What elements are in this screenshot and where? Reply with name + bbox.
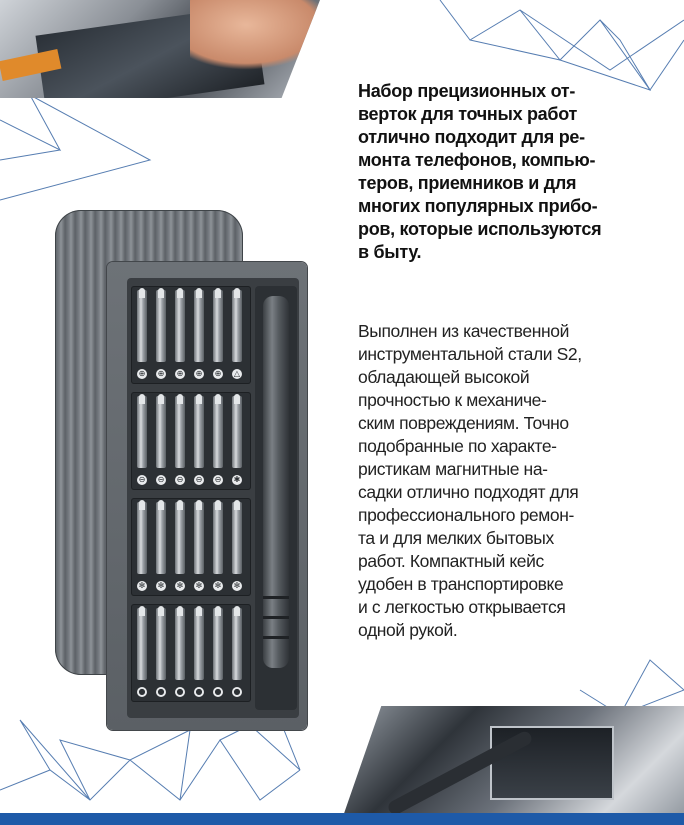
bit-type-icon: ✱ <box>233 475 241 484</box>
heading-line: Набор прецизионных от- <box>358 81 576 101</box>
screwdriver-bit <box>213 290 223 362</box>
bit-type-icon: ⊖ <box>195 475 203 484</box>
body-line: Выполнен из качественной <box>358 321 569 341</box>
screwdriver-bit <box>175 502 185 574</box>
screwdriver-bit <box>156 290 166 362</box>
body-line: ским повреждениям. Точно <box>358 413 569 433</box>
body-line: одной рукой. <box>358 620 458 640</box>
screwdriver-bit <box>156 608 166 680</box>
heading-line: монта телефонов, компью- <box>358 150 596 170</box>
repair-photo-bottom <box>340 706 684 825</box>
bit-type-icon: ● <box>138 687 146 696</box>
heading-line: многих популярных прибо- <box>358 196 598 216</box>
screwdriver-bit <box>137 290 147 362</box>
screwdriver-bit <box>232 290 242 362</box>
screwdriver-bit <box>213 608 223 680</box>
bit-type-icon: ⊕ <box>157 369 165 378</box>
bit-block-slotted <box>131 392 251 490</box>
heading-line: ров, которые используются <box>358 219 602 239</box>
screwdriver-bit <box>137 608 147 680</box>
bit-type-icon: ● <box>214 687 222 696</box>
heading-line: отлично подходит для ре- <box>358 127 585 147</box>
screwdriver-bit <box>175 608 185 680</box>
screwdriver-bit <box>175 290 185 362</box>
bit-type-icon: ⊕ <box>195 369 203 378</box>
screwdriver-set-image <box>55 210 310 730</box>
bit-type-icon: ✻ <box>214 581 222 590</box>
description-paragraph <box>358 320 658 642</box>
screwdriver-bit <box>137 502 147 574</box>
screwdriver-bit <box>156 502 166 574</box>
intro-heading <box>358 80 658 264</box>
repair-photo-top <box>0 0 320 98</box>
screwdriver-bit <box>232 502 242 574</box>
bit-type-icon: ● <box>157 687 165 696</box>
bit-type-icon: ⊕ <box>138 369 146 378</box>
screwdriver-bit <box>194 396 204 468</box>
bit-block-special <box>131 604 251 702</box>
bit-type-icon: ● <box>233 687 241 696</box>
bit-type-icon: ⊕ <box>176 369 184 378</box>
body-line: инструментальной стали S2, <box>358 344 582 364</box>
heading-line: верток для точных работ <box>358 104 577 124</box>
bit-type-icon: ⊖ <box>214 475 222 484</box>
body-line: и с легкостью открывается <box>358 597 566 617</box>
screwdriver-bit <box>194 502 204 574</box>
bit-type-icon: ✻ <box>138 581 146 590</box>
bit-type-icon: ● <box>195 687 203 696</box>
screwdriver-bit <box>213 396 223 468</box>
screwdriver-bit <box>194 608 204 680</box>
body-line: прочностью к механиче- <box>358 390 547 410</box>
heading-line: в быту. <box>358 242 422 262</box>
bit-block-torx <box>131 498 251 596</box>
body-line: подобранные по характе- <box>358 436 557 456</box>
screwdriver-bit <box>232 608 242 680</box>
heading-line: теров, приемников и для <box>358 173 577 193</box>
bit-type-icon: ✻ <box>233 581 241 590</box>
body-line: садки отлично подходят для <box>358 482 579 502</box>
bit-type-icon: ⊖ <box>157 475 165 484</box>
body-line: работ. Компактный кейс <box>358 551 544 571</box>
bit-block-phillips <box>131 286 251 384</box>
bit-type-icon: ⊖ <box>138 475 146 484</box>
bit-type-icon: ⊖ <box>176 475 184 484</box>
screwdriver-bit <box>213 502 223 574</box>
screwdriver-bit <box>194 290 204 362</box>
body-line: та и для мелких бытовых <box>358 528 554 548</box>
body-line: удобен в транспортировке <box>358 574 564 594</box>
screwdriver-handle <box>263 296 289 668</box>
bit-type-icon: ✻ <box>176 581 184 590</box>
bit-type-icon: ⊕ <box>214 369 222 378</box>
body-line: ристикам магнитные на- <box>358 459 548 479</box>
body-line: профессионального ремон- <box>358 505 574 525</box>
screwdriver-bit <box>137 396 147 468</box>
screwdriver-bit <box>232 396 242 468</box>
handle-slot <box>255 286 297 710</box>
bit-type-icon: △ <box>233 369 241 378</box>
bit-type-icon: ✻ <box>157 581 165 590</box>
bit-type-icon: ✻ <box>195 581 203 590</box>
bit-type-icon: ● <box>176 687 184 696</box>
case-tray <box>107 262 307 730</box>
screwdriver-bit <box>175 396 185 468</box>
screwdriver-bit <box>156 396 166 468</box>
body-line: обладающей высокой <box>358 367 530 387</box>
bottom-accent-band <box>0 813 684 825</box>
